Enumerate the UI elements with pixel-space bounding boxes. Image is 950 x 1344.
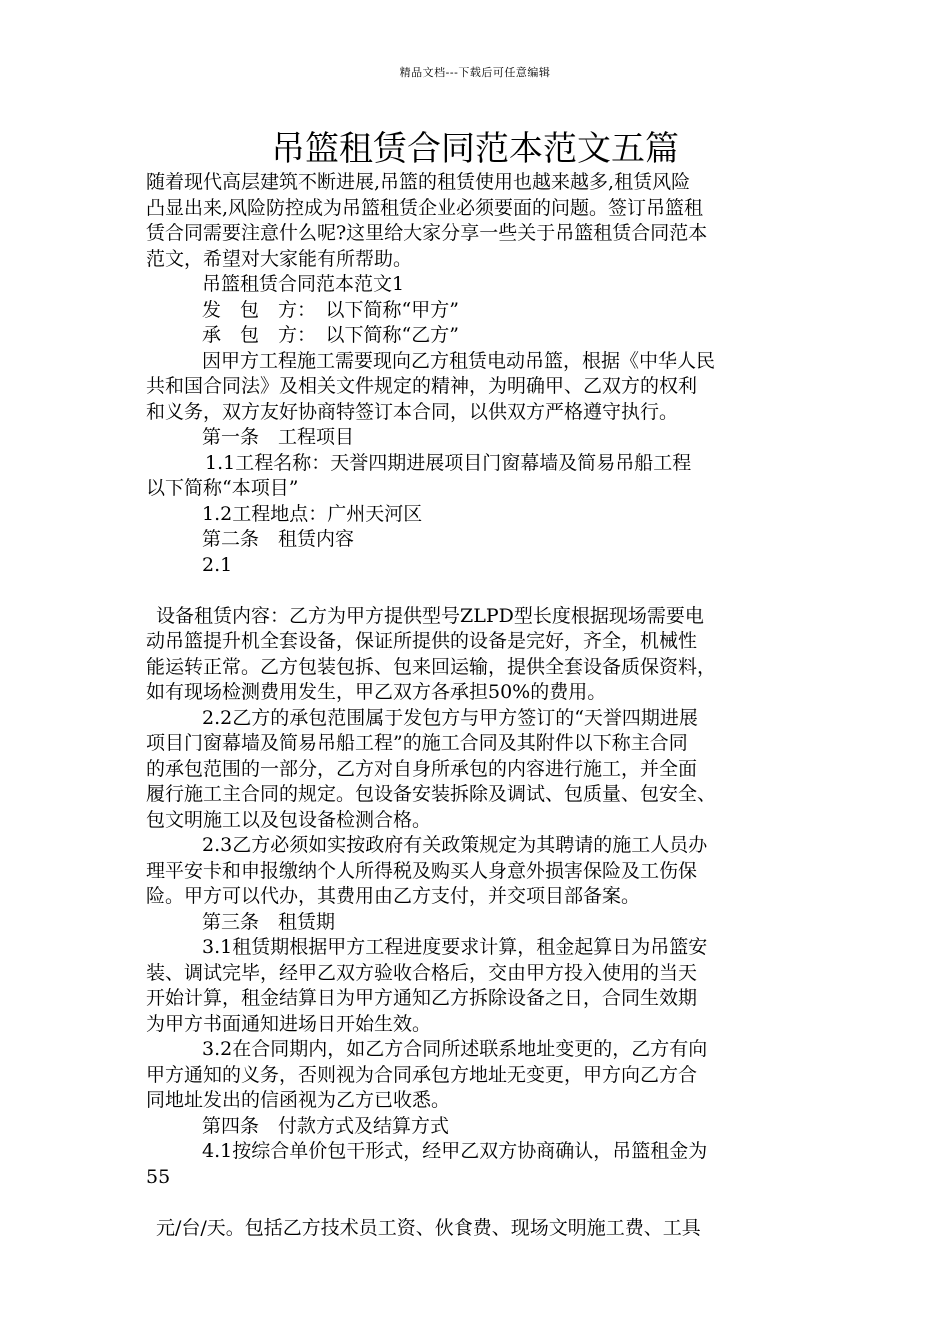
party-b-line: 承 包 方： 以下简称“乙方” <box>202 324 459 346</box>
blank-line <box>146 578 836 604</box>
intro-line: 范文，希望对大家能有所帮助。 <box>146 247 413 270</box>
body-line: 和义务，双方友好协商特签订本合同，以供双方严格遵守执行。 <box>146 400 679 423</box>
clause-line: 险。甲方可以代办，其费用由乙方支付，并交项目部备案。 <box>146 885 641 907</box>
clause-line: 同地址发出的信函视为乙方已收悉。 <box>146 1089 451 1111</box>
clause-line: 如有现场检测费用发生，甲乙双方各承担50%的费用。 <box>146 681 607 703</box>
rent-amount: 55 <box>146 1165 171 1188</box>
article-heading: 第一条 工程项目 <box>202 426 355 448</box>
article-heading: 第三条 租赁期 <box>202 910 336 933</box>
clause-line: 3.2在合同期内，如乙方合同所述联系地址变更的，乙方有向 <box>202 1038 708 1060</box>
clause-line: 动吊篮提升机全套设备，保证所提供的设备是完好，齐全，机械性 <box>146 630 698 652</box>
clause-line: 项目门窗幕墙及简易吊船工程”的施工合同及其附件以下称主合同 <box>146 732 688 754</box>
document-body <box>146 170 836 1241</box>
clause-line: 甲方通知的义务，否则视为合同承包方地址无变更，甲方向乙方合 <box>146 1063 698 1086</box>
document-title: 吊篮租赁合同范本范文五篇 <box>271 129 679 169</box>
body-line: 因甲方工程施工需要现向乙方租赁电动吊篮，根据《中华人民 <box>202 349 716 372</box>
intro-line: 凸显出来,风险防控成为吊篮租赁企业必须要面的问题。签订吊篮租 <box>146 196 704 219</box>
party-a-line: 发 包 方： 以下简称“甲方” <box>202 298 459 321</box>
intro-line: 随着现代高层建筑不断进展,吊篮的租赁使用也越来越多,租赁风险 <box>146 171 691 193</box>
clause-line: 包文明施工以及包设备检测合格。 <box>146 808 432 831</box>
clause-line: 开始计算，租金结算日为甲方通知乙方拆除设备之日，合同生效期 <box>146 987 698 1009</box>
section-heading: 吊篮租赁合同范本范文1 <box>202 273 405 295</box>
clause-line: 4.1按综合单价包干形式，经甲乙双方协商确认，吊篮租金为 <box>202 1140 708 1162</box>
clause-line: 装、调试完毕，经甲乙双方验收合格后，交由甲方投入使用的当天 <box>146 961 698 984</box>
clause-line: 为甲方书面通知进场日开始生效。 <box>146 1012 432 1035</box>
blank-line <box>146 1190 836 1216</box>
page-header: 精品文档---下载后可任意编辑 <box>399 66 551 79</box>
clause-line: 2.3乙方必须如实按政府有关政策规定为其聘请的施工人员办 <box>202 834 708 856</box>
clause-line: 履行施工主合同的规定。包设备安装拆除及调试、包质量、包安全、 <box>146 783 717 805</box>
clause-number: 2.1 <box>202 553 233 576</box>
clause-line: 1.2工程地点：广州天河区 <box>202 502 423 525</box>
clause-line: 设备租赁内容：乙方为甲方提供型号ZLPD型长度根据现场需要电 <box>156 604 704 627</box>
clause-line: 能运转正常。乙方包装包拆、包来回运输，提供全套设备质保资料， <box>146 655 717 678</box>
clause-line: 元/台/天。包括乙方技术员工资、伙食费、现场文明施工费、工具 <box>156 1216 701 1239</box>
body-line: 共和国合同法》及相关文件规定的精神，为明确甲、乙双方的权利 <box>146 375 698 397</box>
clause-line: 理平安卡和申报缴纳个人所得税及购买人身意外损害保险及工伤保 <box>146 859 698 882</box>
clause-line: 3.1租赁期根据甲方工程进度要求计算，租金起算日为吊篮安 <box>202 936 708 958</box>
clause-line: 以下简称“本项目” <box>146 477 299 499</box>
clause-line: 的承包范围的一部分，乙方对自身所承包的内容进行施工，并全面 <box>146 757 698 780</box>
article-heading: 第二条 租赁内容 <box>202 528 355 550</box>
article-heading: 第四条 付款方式及结算方式 <box>202 1114 450 1137</box>
clause-line: 1.1工程名称：天誉四期进展项目门窗幕墙及简易吊船工程 <box>205 451 692 474</box>
clause-line: 2.2乙方的承包范围属于发包方与甲方签订的“天誉四期进展 <box>202 706 698 729</box>
intro-line: 赁合同需要注意什么呢?这里给大家分享一些关于吊篮租赁合同范本 <box>146 222 708 244</box>
